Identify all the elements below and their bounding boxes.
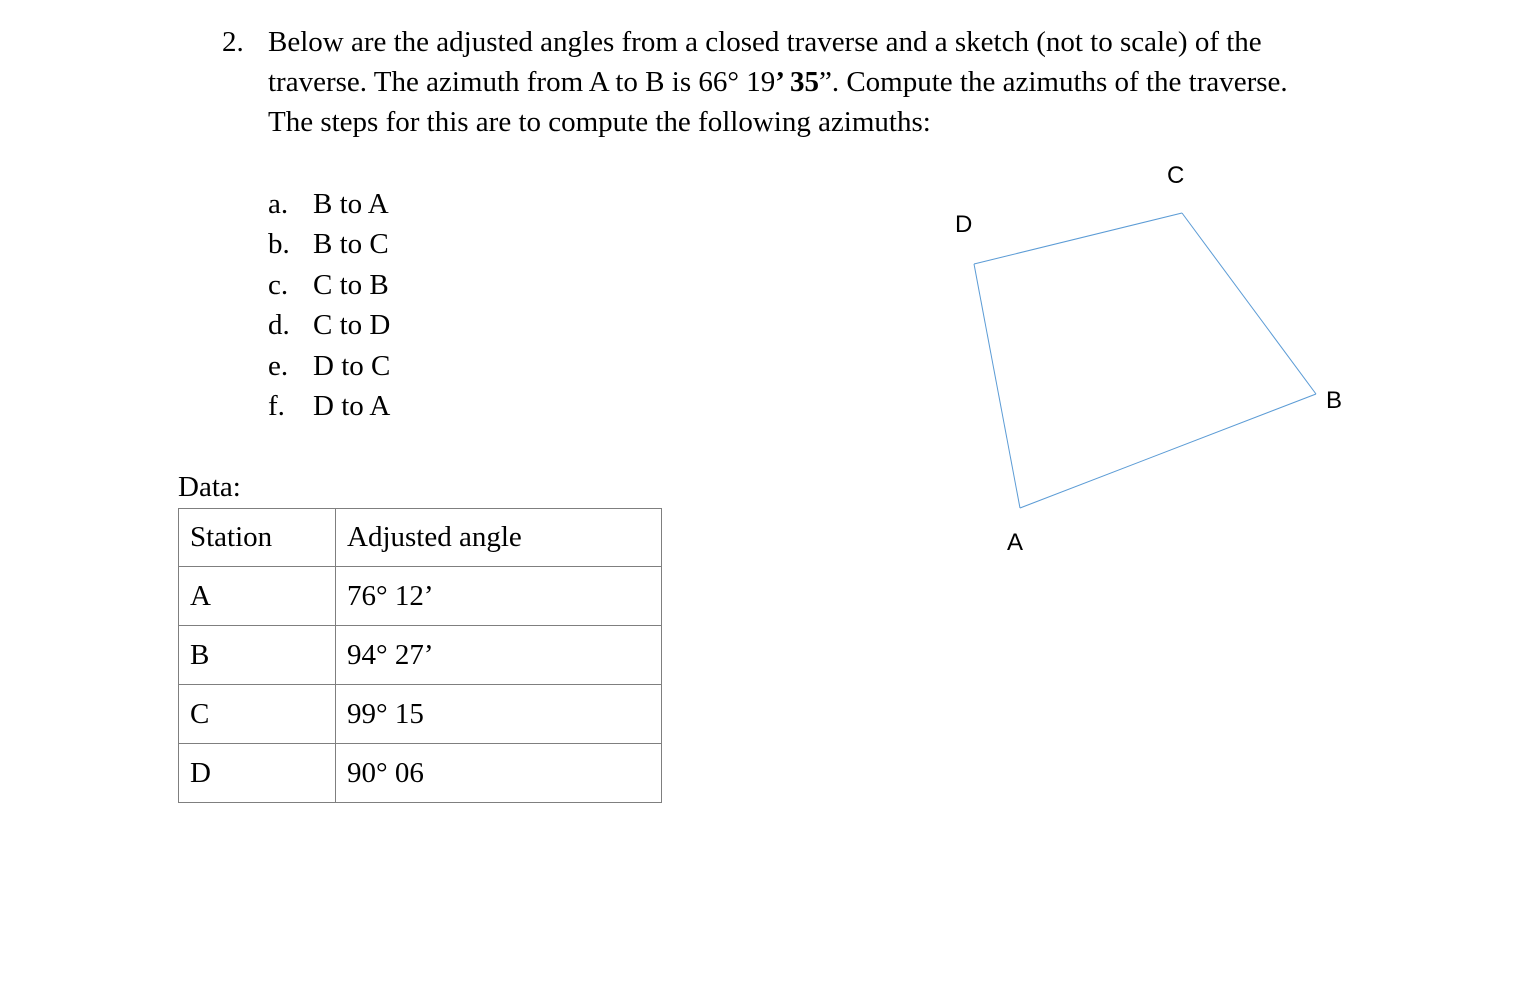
list-item — [268, 305, 390, 345]
step-marker: e. — [268, 349, 289, 382]
question-line-3: The steps for this are to compute the following azimuths: — [268, 106, 931, 138]
table-row — [179, 567, 662, 626]
list-item — [268, 386, 390, 426]
table-row — [179, 626, 662, 685]
step-label: D to A — [313, 389, 391, 422]
question-text — [268, 22, 1468, 142]
list-item — [268, 346, 390, 386]
header-adjusted-angle: Adjusted angle — [336, 509, 662, 567]
table-row — [179, 744, 662, 803]
station-label-a: A — [1007, 529, 1024, 556]
data-heading: Data: — [178, 471, 241, 503]
step-marker: a. — [268, 188, 289, 220]
table-header-row — [179, 509, 662, 567]
station-cell: A — [179, 567, 336, 626]
list-item — [268, 265, 390, 305]
list-item — [268, 224, 390, 264]
station-cell: D — [179, 744, 336, 803]
step-label: D to C — [313, 349, 391, 382]
step-marker: f. — [268, 389, 285, 422]
steps-list — [268, 184, 390, 426]
question-line-1: Below are the adjusted angles from a closed traverse and a sketch (not to scale) of the — [268, 26, 1262, 58]
station-cell: C — [179, 685, 336, 744]
station-label-b: B — [1326, 387, 1343, 414]
step-marker: c. — [268, 268, 289, 301]
question-line-2-bold: ’ 35 — [775, 66, 819, 98]
angle-cell: 76° 12’ — [336, 567, 662, 626]
step-label: B to A — [313, 188, 389, 220]
station-label-c: C — [1167, 162, 1185, 189]
angle-cell: 99° 15 — [336, 685, 662, 744]
question-line-2-end: ”. Compute the azimuths of the traverse. — [818, 66, 1288, 98]
angles-table — [178, 508, 662, 803]
station-cell: B — [179, 626, 336, 685]
line-c-d — [974, 213, 1182, 264]
question-number: 2. — [222, 26, 244, 58]
list-item — [268, 184, 390, 224]
line-d-a — [974, 264, 1020, 508]
traverse-lines — [974, 213, 1316, 508]
step-label: C to D — [313, 309, 391, 342]
header-station: Station — [179, 509, 336, 567]
line-b-c — [1182, 213, 1316, 394]
station-label-d: D — [955, 211, 973, 238]
step-label: C to B — [313, 268, 389, 301]
angle-cell: 90° 06 — [336, 744, 662, 803]
step-label: B to C — [313, 228, 389, 261]
step-marker: d. — [268, 309, 290, 342]
line-a-b — [1020, 394, 1316, 508]
question-line-2 — [268, 62, 1468, 102]
traverse-sketch — [900, 140, 1380, 570]
table-row — [179, 685, 662, 744]
step-marker: b. — [268, 228, 290, 261]
question-line-2-start: traverse. The azimuth from A to B is 66° 19 — [268, 66, 776, 98]
angle-cell: 94° 27’ — [336, 626, 662, 685]
